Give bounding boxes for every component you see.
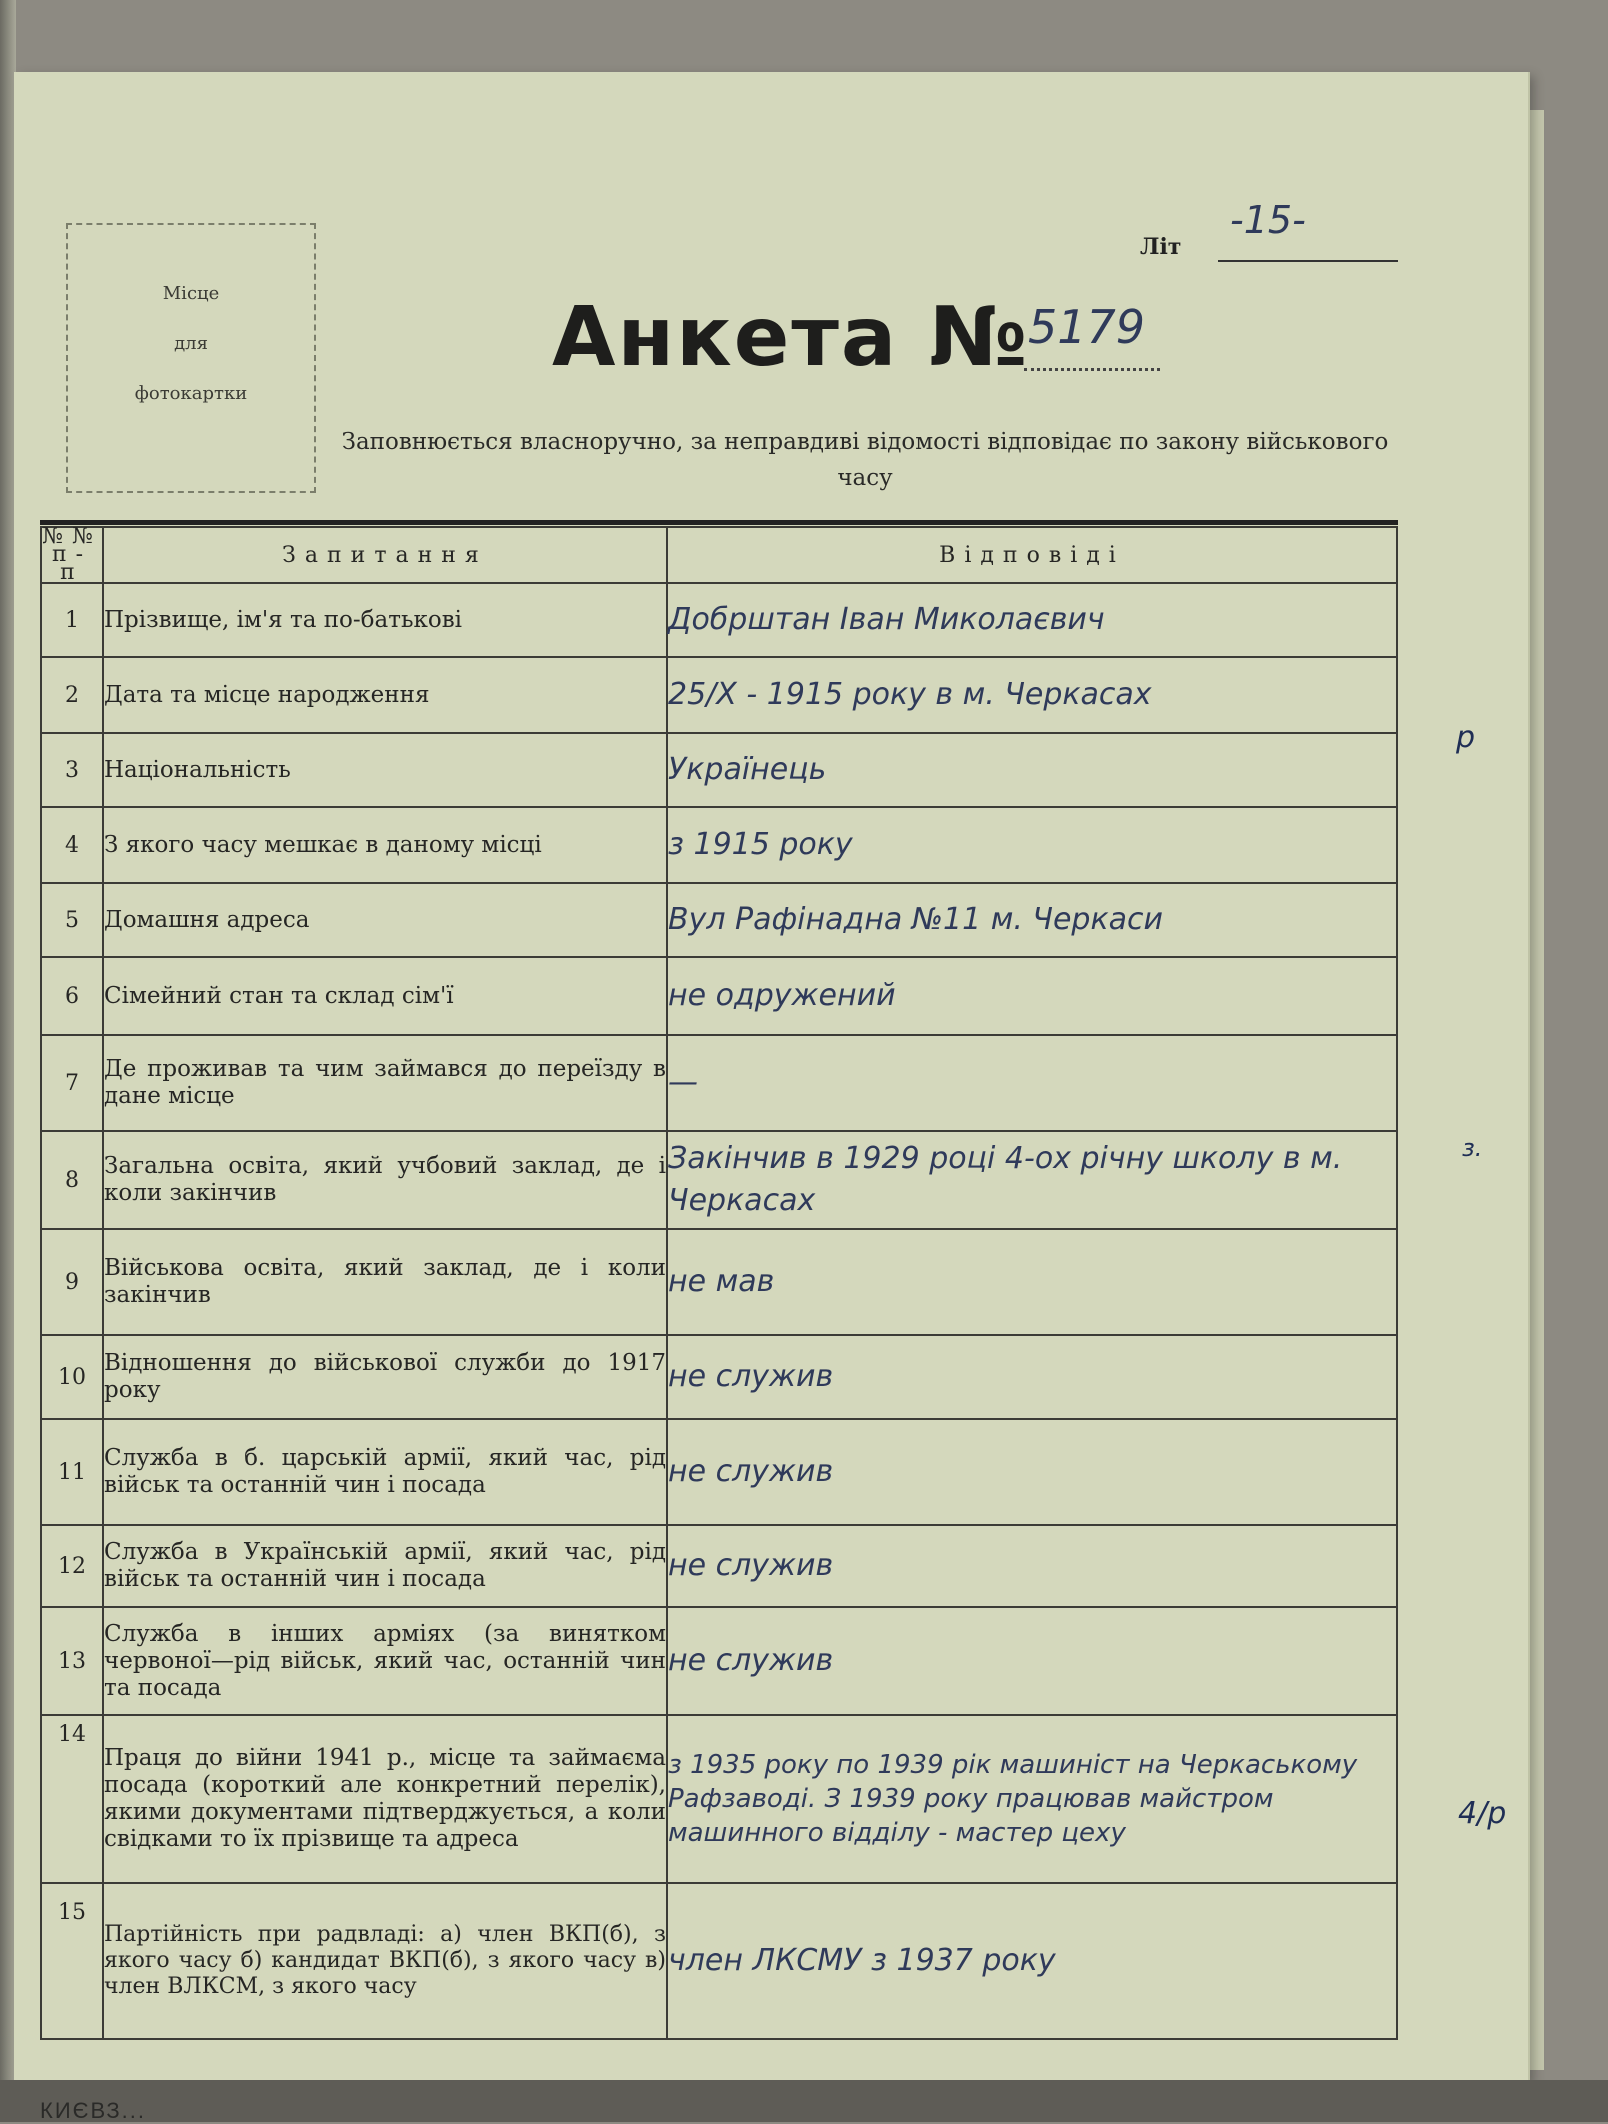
lit-line (1218, 260, 1398, 262)
row-num: 14 (41, 1715, 103, 1883)
row-answer: з 1935 року по 1939 рік машиніст на Черкаському Рафзаводі. З 1939 року працював майстром машинного відділу - мастер цеху (667, 1715, 1397, 1883)
table-row (41, 583, 1397, 657)
row-answer: не мав (667, 1229, 1397, 1335)
header-rule (40, 520, 1398, 525)
row-question: Сімейний стан та склад сім'ї (103, 957, 667, 1035)
row-num: 15 (41, 1883, 103, 2039)
row-answer: Закінчив в 1929 році 4-ох річну школу в м. Черкасах (667, 1131, 1397, 1229)
row-answer: не одружений (667, 957, 1397, 1035)
row-answer: член ЛКСМУ з 1937 року (667, 1883, 1397, 2039)
margin-mark: з. (1462, 1134, 1483, 1162)
table-row (41, 1229, 1397, 1335)
table-row (41, 733, 1397, 807)
row-num: 10 (41, 1335, 103, 1419)
row-num: 1 (41, 583, 103, 657)
row-num: 4 (41, 807, 103, 883)
bottom-strip (0, 2080, 1608, 2122)
row-question: Національність (103, 733, 667, 807)
row-num: 8 (41, 1131, 103, 1229)
page-edge (1528, 110, 1544, 2070)
row-num: 6 (41, 957, 103, 1035)
table-row (41, 1419, 1397, 1525)
row-question: Де проживав та чим займався до переїзду в дане місце (103, 1035, 667, 1131)
form-number-line (1024, 368, 1160, 371)
table-row (41, 1335, 1397, 1419)
row-answer: не служив (667, 1607, 1397, 1715)
row-num: 12 (41, 1525, 103, 1607)
lit-label: Літ (1140, 234, 1182, 260)
row-num: 5 (41, 883, 103, 957)
questionnaire-table (40, 526, 1398, 2040)
row-answer: 25/X - 1915 року в м. Черкасах (667, 657, 1397, 733)
row-num: 7 (41, 1035, 103, 1131)
photo-label-1: Місце (162, 283, 220, 304)
table-row (41, 1715, 1397, 1883)
row-question: Прізвище, ім'я та по-батькові (103, 583, 667, 657)
page-title: Анкета № (552, 290, 1030, 385)
table-row (41, 1883, 1397, 2039)
photo-label-3: фотокартки (134, 383, 248, 404)
row-num: 9 (41, 1229, 103, 1335)
margin-mark: 4/р (1458, 1796, 1507, 1831)
row-answer: не служив (667, 1525, 1397, 1607)
row-answer: не служив (667, 1419, 1397, 1525)
row-answer: Добрштан Іван Миколаєвич (667, 583, 1397, 657)
row-question: Праця до війни 1941 р., місце та займаєма посада (короткий але конкретний перелік), якими документами підтверджується, а коли свідками то їх прізвище та адреса (103, 1715, 667, 1883)
row-question: Служба в інших арміях (за винятком червоної—рід військ, який час, останній чин та посада (103, 1607, 667, 1715)
header-question: Запитання (103, 527, 667, 583)
table-row (41, 1525, 1397, 1607)
row-question: Служба в Українській армії, який час, рід військ та останній чин і посада (103, 1525, 667, 1607)
bottom-stamp-text: КИЄВЗ... (40, 2098, 147, 2123)
row-question: Партійність при радвладі: а) член ВКП(б), з якого часу б) кандидат ВКП(б), з якого часу в) член ВЛКСМ, з якого часу (103, 1883, 667, 2039)
row-num: 13 (41, 1607, 103, 1715)
margin-mark: р (1456, 720, 1476, 755)
table-row (41, 1131, 1397, 1229)
row-question: Дата та місце народження (103, 657, 667, 733)
form-number: 5179 (1028, 300, 1146, 354)
table-row (41, 807, 1397, 883)
row-question: З якого часу мешкає в даному місці (103, 807, 667, 883)
table-row (41, 657, 1397, 733)
table-row (41, 883, 1397, 957)
table-row (41, 1035, 1397, 1131)
table-row (41, 1607, 1397, 1715)
header-num: №№ п-п (42, 524, 102, 585)
header-answer: Відповіді (667, 527, 1397, 583)
row-question: Загальна освіта, який учбовий заклад, де і коли закінчив (103, 1131, 667, 1229)
row-answer: — (667, 1035, 1397, 1131)
row-question: Домашня адреса (103, 883, 667, 957)
row-question: Військова освіта, який заклад, де і коли закінчив (103, 1229, 667, 1335)
row-question: Служба в б. царській армії, який час, рід військ та останній чин і посада (103, 1419, 667, 1525)
table-header-row (41, 527, 1397, 583)
photo-label-2: для (174, 333, 208, 354)
row-answer: Українець (667, 733, 1397, 807)
row-answer: не служив (667, 1335, 1397, 1419)
table-row (41, 957, 1397, 1035)
row-answer: Вул Рафінадна №11 м. Черкаси (667, 883, 1397, 957)
lit-value: -15- (1230, 198, 1306, 242)
row-question: Відношення до військової служби до 1917 року (103, 1335, 667, 1419)
subtitle: Заповнюється власноручно, за неправдиві відомості відповідає по закону військового часу (341, 429, 1389, 491)
row-answer: з 1915 року (667, 807, 1397, 883)
photo-placeholder (66, 223, 316, 493)
row-num: 3 (41, 733, 103, 807)
row-num: 2 (41, 657, 103, 733)
row-num: 11 (41, 1419, 103, 1525)
